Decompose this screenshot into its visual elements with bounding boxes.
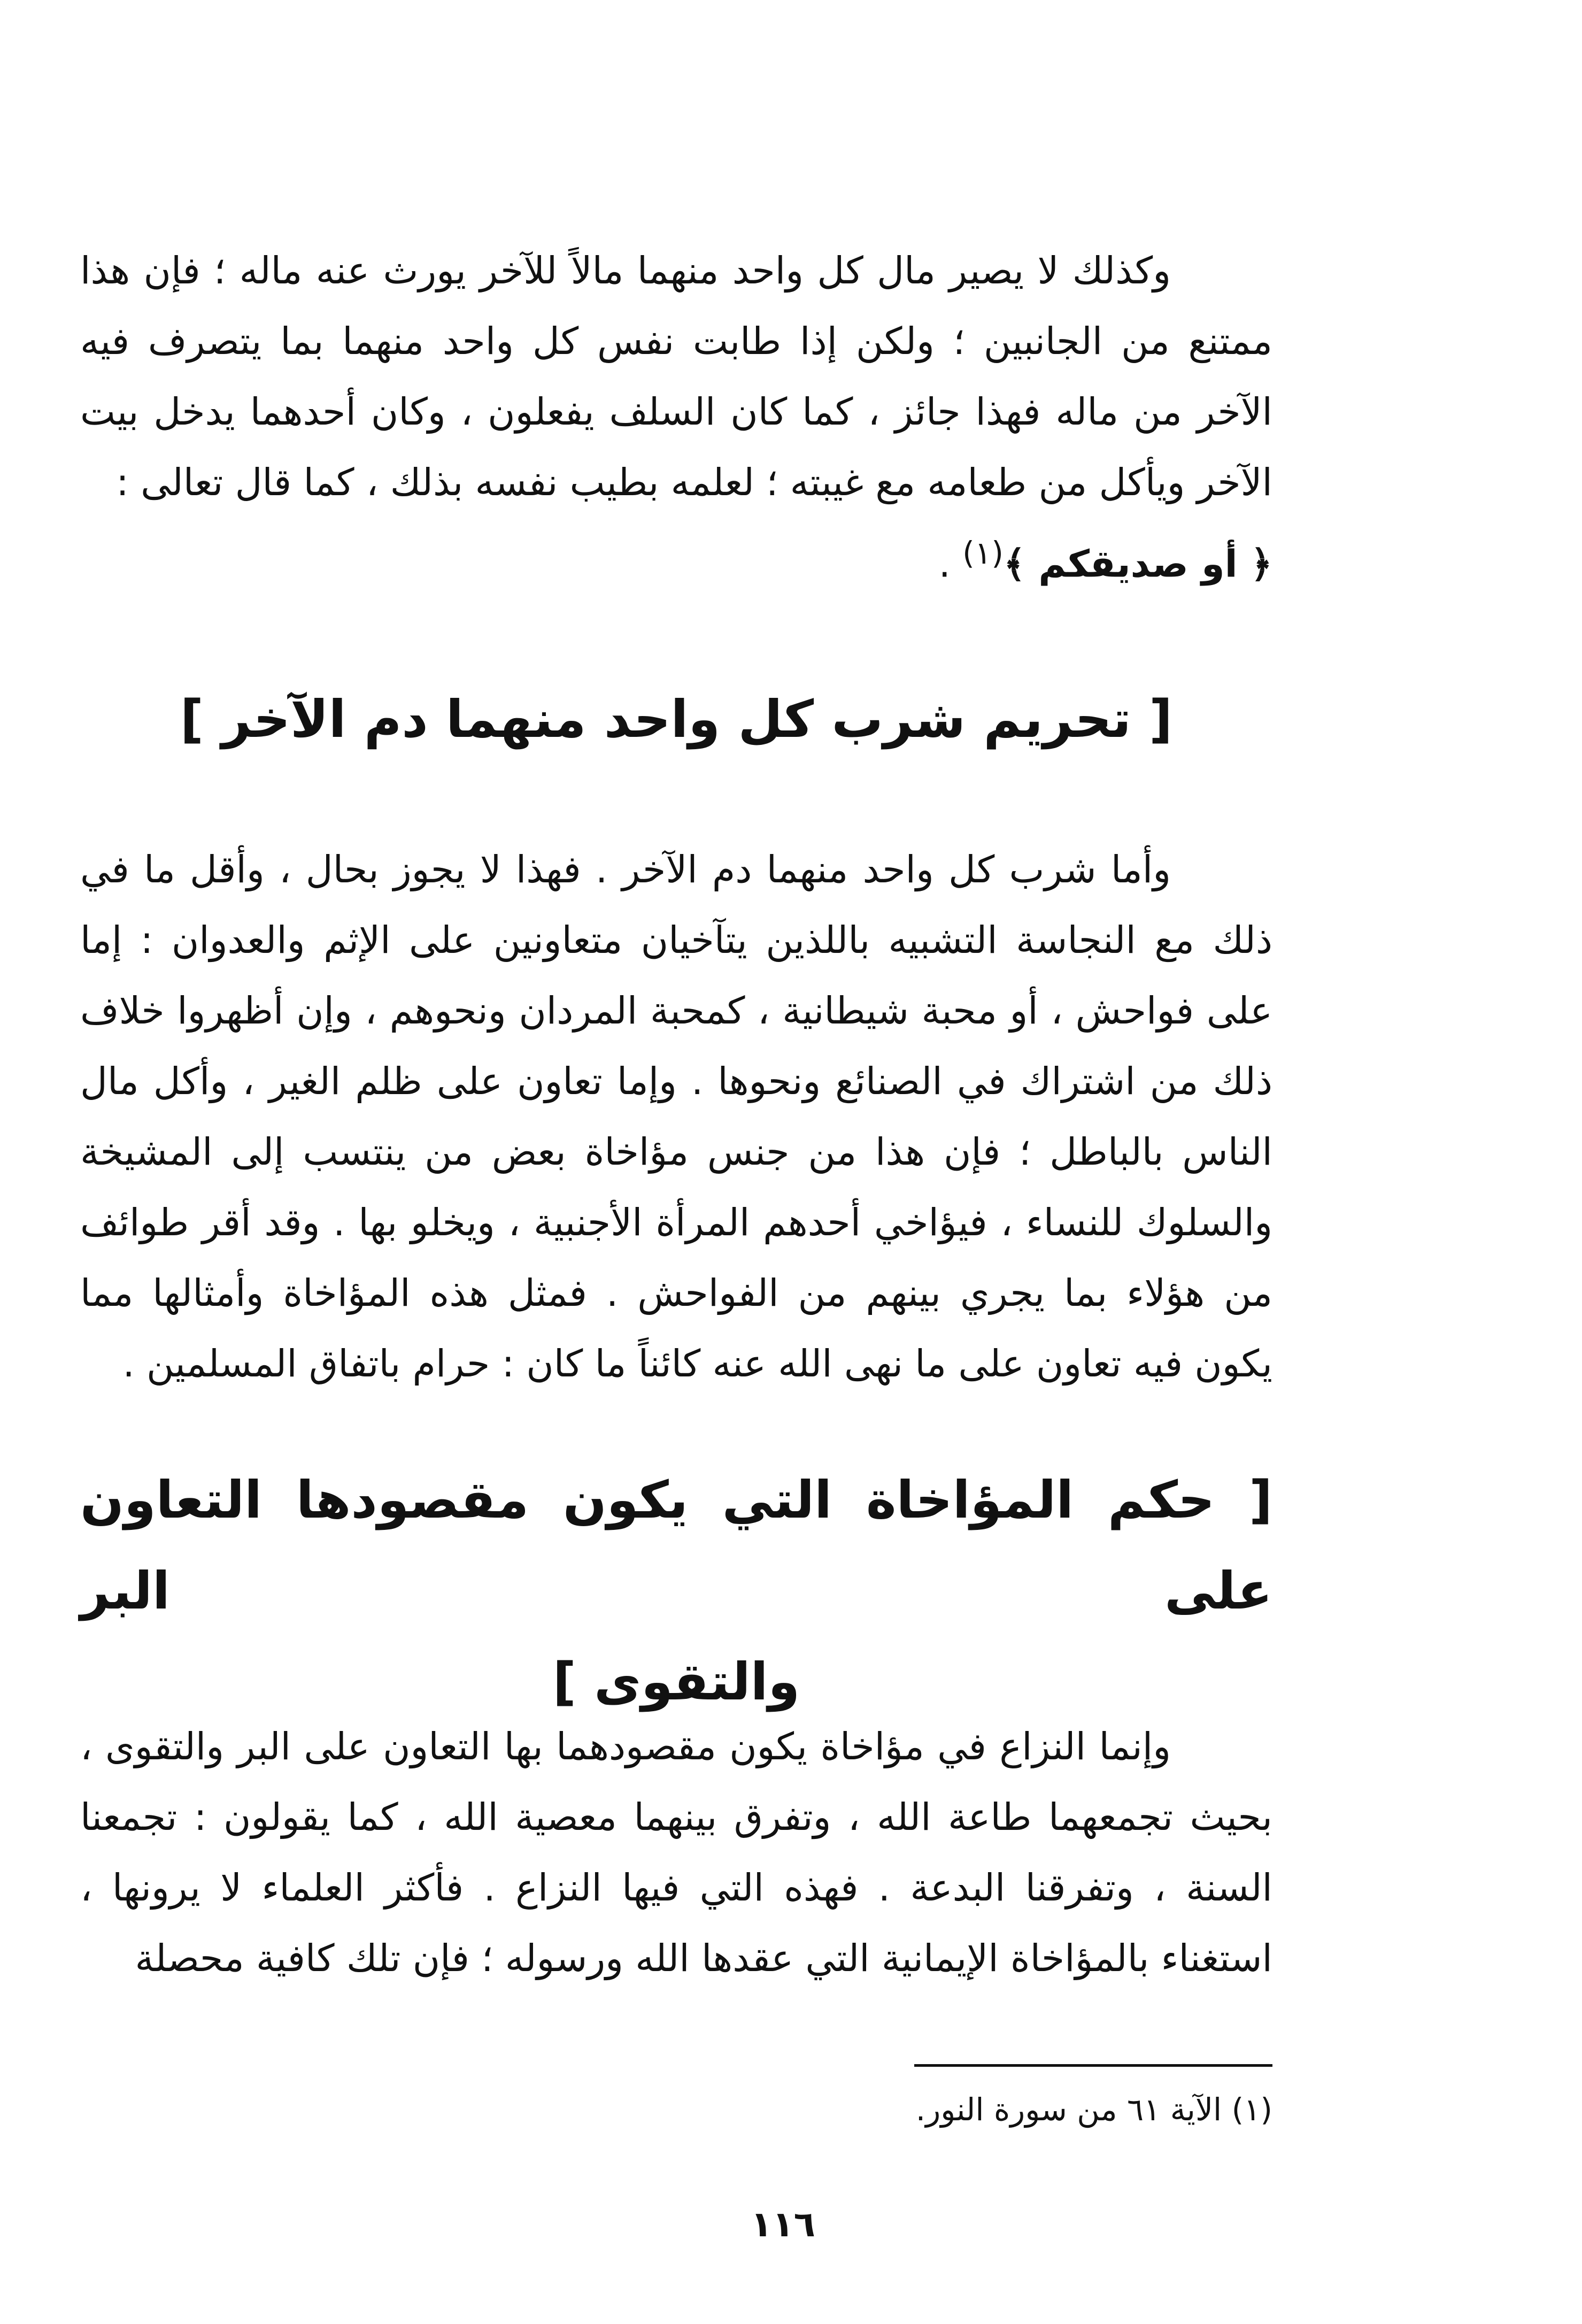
quran-verse: ﴿ أو صديقكم ﴾	[1004, 542, 1272, 586]
paragraph-2-text: وأما شرب كل واحد منهما دم الآخر . فهذا لا يجوز بحال ، وأقل ما في ذلك مع النجاسة التشبيه باللذين يتآخيان متعاونين على الإثم والعدوان : إما على فواحش ، أو محبة شيطانية ، كمحبة المردان ونحوهم ، وإن أظهروا خلاف ذلك من اشتراك في الصنائع ونحوها . وإما تعاون على ظلم الغير ، وأكل مال الناس بالباطل ؛ فإن هذا من جنس مؤاخاة بعض من ينتسب إلى المشيخة والسلوك للنساء ، فيؤاخي أحدهم المرأة الأجنبية ، ويخلو بها . وقد أقر طوائف من هؤلاء بما يجري بينهم من الفواحش . فمثل هذه المؤاخاة وأمثالها مما يكون فيه تعاون على ما نهى الله عنه كائناً ما كان : حرام باتفاق المسلمين .	[80, 848, 1272, 1386]
paragraph-1-body: وكذلك لا يصير مال كل واحد منهما مالاً للآخر يورث عنه ماله ؛ فإن هذا ممتنع من الجانبين ؛ ولكن إذا طابت نفس كل واحد منهما بما يتصرف فيه الآخر من ماله فهذا جائز ، كما كان السلف يفعلون ، وكان أحدهما يدخل بيت الآخر ويأكل من طعامه مع غيبته ؛ لعلمه بطيب نفسه بذلك ، كما قال تعالى :	[80, 249, 1272, 504]
section-heading-2-line-1: [ حكم المؤاخاة التي يكون مقصودها التعاون على البر	[80, 1470, 1272, 1621]
footnote-reference: (١)	[962, 535, 1004, 571]
paragraph-1-end: .	[938, 542, 963, 586]
section-heading-2	[80, 1455, 1272, 1727]
section-heading-1: [ تحريم شرب كل واحد منهما دم الآخر ]	[180, 689, 1173, 749]
section-heading-2-line-2: والتقوى ]	[552, 1652, 800, 1712]
paragraph-3	[80, 1711, 1272, 1994]
footnote: (١) الآية ٦١ من سورة النور.	[915, 2091, 1272, 2128]
footnote-separator	[914, 2064, 1272, 2067]
paragraph-2	[80, 834, 1272, 1399]
paragraph-1-text	[80, 235, 1272, 599]
paragraph-1	[80, 235, 1272, 599]
paragraph-3-text: وإنما النزاع في مؤاخاة يكون مقصودهما بها التعاون على البر والتقوى ، بحيث تجمعهما طاعة الله ، وتفرق بينهما معصية الله ، كما يقولون : تجمعنا السنة ، وتفرقنا البدعة . فهذه التي فيها النزاع . فأكثر العلماء لا يرونها ، استغناء بالمؤاخاة الإيمانية التي عقدها الله ورسوله ؛ فإن تلك كافية محصلة	[80, 1725, 1272, 1980]
page-number: ١١٦	[751, 2204, 815, 2245]
